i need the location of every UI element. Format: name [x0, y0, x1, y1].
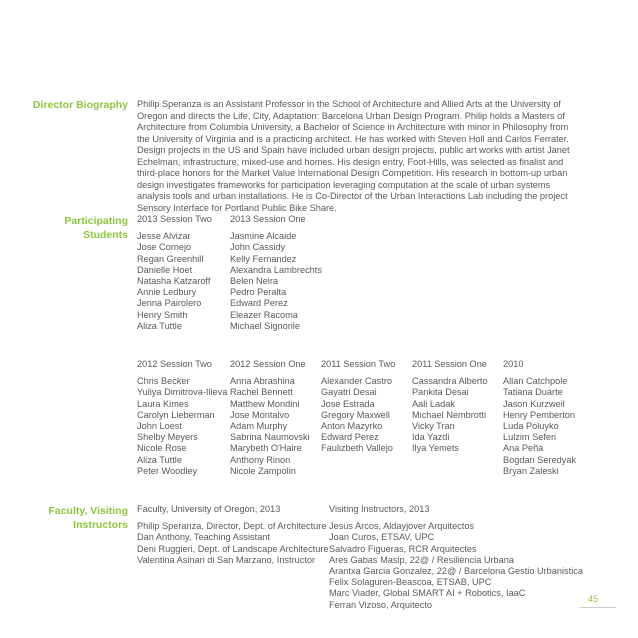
student-name: Shelby Meyers: [137, 432, 198, 443]
student-name: Pankita Desai: [412, 387, 469, 398]
student-name: Tatiana Duarte: [503, 387, 563, 398]
student-name: Jose Montalvo: [230, 409, 290, 420]
student-name: Pedro Peralta: [230, 287, 287, 298]
student-name: Anton Mazyrko: [321, 420, 383, 431]
student-name: Aliza Tuttle: [137, 454, 182, 465]
student-name: Edward Perez: [230, 298, 288, 309]
session-column: [321, 359, 395, 455]
director-biography-label: Director Biography: [32, 99, 128, 111]
session-column: [503, 359, 576, 477]
visiting-instructor-name: Joan Curos, ETSAV, UPC: [329, 532, 435, 543]
student-list: [503, 376, 576, 477]
student-name: Cassandra Alberto: [412, 376, 488, 387]
student-name: Henry Pemberton: [503, 409, 576, 420]
student-list: [137, 231, 212, 332]
faculty-label-line1: Faculty, Visiting: [48, 505, 128, 517]
session-column: [137, 214, 212, 332]
session-column: [230, 359, 310, 477]
student-name: Alexander Castro: [321, 376, 392, 387]
student-name: Ilya Yemets: [412, 443, 459, 454]
student-name: Gayatri Desai: [321, 387, 377, 398]
student-name: Laura Kimes: [137, 398, 189, 409]
visiting-instructor-name: Felix Solaguren-Beascoa, ETSAB, UPC: [329, 577, 492, 588]
student-name: Nicole Zampolin: [230, 465, 296, 476]
faculty-name: Philip Speranza, Director, Dept. of Architecture: [137, 521, 327, 532]
student-name: Kelly Fernandez: [230, 253, 297, 264]
student-name: Allan Catchpole: [503, 376, 568, 387]
student-name: Anna Abrashina: [230, 376, 295, 387]
student-name: Jasmine Alcaide: [230, 231, 297, 242]
faculty-name: Dan Anthony, Teaching Assistant: [137, 532, 270, 543]
student-name: Sabrina Naumovski: [230, 432, 310, 443]
student-list: [321, 376, 395, 454]
student-name: Natasha Katzaroff: [137, 275, 211, 286]
faculty-column: [137, 504, 329, 566]
student-list: [412, 376, 488, 454]
session-title: 2012 Session Two: [137, 359, 212, 369]
session-column: [230, 214, 322, 332]
student-name: Jenna Pairolero: [137, 298, 202, 309]
student-name: Nicole Rose: [137, 443, 187, 454]
student-list: [230, 376, 310, 477]
faculty-name: Valentina Asinari di San Marzano, Instructor: [137, 554, 316, 565]
student-name: Jose Estrada: [321, 398, 375, 409]
student-name: John Loest: [137, 420, 182, 431]
student-name: Bryan Zaleski: [503, 465, 559, 476]
student-name: Vicky Tran: [412, 420, 455, 431]
student-name: Peter Woodley: [137, 465, 198, 476]
student-name: Edward Perez: [321, 432, 379, 443]
session-column: [412, 359, 488, 455]
student-list: [230, 231, 322, 332]
student-name: Jose Cornejo: [137, 242, 192, 253]
student-name: Alexandra Lambrechts: [230, 264, 322, 275]
student-name: Bogdan Seredyak: [503, 454, 577, 465]
session-column: [137, 359, 227, 477]
student-name: Anthony Rinon: [230, 454, 291, 465]
student-name: John Cassidy: [230, 242, 286, 253]
session-title: 2013 Session One: [230, 214, 306, 224]
visiting-instructors-title: Visiting Instructors, 2013: [329, 504, 430, 514]
student-name: Carolyn Lieberman: [137, 409, 215, 420]
visiting-instructors-column: [329, 504, 583, 611]
visiting-instructor-name: Arantxa Garcia Gonzalez, 22@ / Barcelona Gestio Urbanistica: [329, 566, 583, 577]
student-name: Aali Ladak: [412, 398, 455, 409]
faculty-name: Deni Ruggieri, Dept. of Landscape Architecture: [137, 543, 329, 554]
student-name: Aliza Tuttle: [137, 320, 182, 331]
student-name: Matthew Mondini: [230, 398, 300, 409]
student-name: Belen Neira: [230, 275, 279, 286]
student-name: Danielle Hoet: [137, 264, 193, 275]
student-name: Gregory Maxwell: [321, 409, 390, 420]
student-name: Eleazer Racoma: [230, 309, 298, 320]
student-name: Jason Kurzweil: [503, 398, 565, 409]
student-name: Rachel Bennett: [230, 387, 293, 398]
session-title: 2013 Session Two: [137, 214, 212, 224]
student-name: Chris Becker: [137, 376, 190, 387]
student-name: Lulzim Seferi: [503, 432, 557, 443]
director-biography-text: Philip Speranza is an Assistant Professor in the School of Architecture and Allied Arts at the University of Oregon and directs the Life, City, Adaptation: Barcelona Urban Design Program. Philip holds a Masters of Architecture from Columbia University, a Bachelor of Science in Architecture with minor in Philosophy from the University of Virginia and is a practicing architect. He has worked with Steven Holl and Carlos Ferrater. Design projects in the US and Spain have included urban design projects, public art works with artist Janet Echelman, infrastructure, mixed-use and homes. His design entry, Foot-Hills, was selected as finalist and third-place honors for the Market Value International Design Competition. His research in bottom-up urban design investigates frameworks for participation leveraging computation at the scale of urban systems analysis tools and urban installations. He is Co-Director of the Urban Interactions Lab including the project Sensory Interface for Portland Public Bike Share.: [137, 99, 570, 213]
session-title: 2011 Session Two: [321, 359, 396, 369]
visiting-instructor-name: Salvadro Figueras, RCR Arquitectes: [329, 543, 477, 554]
student-list: [137, 376, 227, 477]
session-title: 2010: [503, 359, 524, 369]
visiting-instructor-name: Ferran Vizoso, Arquitecto: [329, 599, 432, 610]
student-name: Michael Signorile: [230, 320, 300, 331]
student-name: Luda Poluyko: [503, 420, 559, 431]
student-name: Yuliya Dimitrova-Ilieva: [137, 387, 228, 398]
student-name: Adam Murphy: [230, 420, 288, 431]
visiting-instructor-name: Marc Viader, Global SMART AI + Robotics, IaaC: [329, 588, 526, 599]
student-name: Michael Nembrotti: [412, 409, 487, 420]
student-name: Henry Smith: [137, 309, 188, 320]
faculty-label-line2: Instructors: [73, 519, 128, 531]
student-name: Annie Ledbury: [137, 287, 197, 298]
student-name: Marybeth O'Haire: [230, 443, 302, 454]
student-name: Faulizbeth Vallejo: [321, 443, 393, 454]
session-title: 2012 Session One: [230, 359, 306, 369]
student-name: Jesse Alvizar: [137, 231, 191, 242]
participating-students-label-line2: Students: [83, 229, 128, 241]
page-number: 45: [588, 594, 599, 604]
session-title: 2011 Session One: [412, 359, 487, 369]
student-name: Regan Greenhill: [137, 253, 204, 264]
visiting-instructor-name: Jesus Arcos, Aldayjover Arquitectos: [329, 521, 475, 532]
visiting-instructor-name: Ares Gabas Masip, 22@ / Resiliència Urbana: [329, 554, 514, 565]
footer-rule: [580, 607, 616, 608]
faculty-title: Faculty, University of Oregon, 2013: [137, 504, 281, 514]
student-name: Ana Peña: [503, 443, 544, 454]
participating-students-label-line1: Participating: [64, 215, 128, 227]
student-name: Ida Yazdi: [412, 432, 450, 443]
